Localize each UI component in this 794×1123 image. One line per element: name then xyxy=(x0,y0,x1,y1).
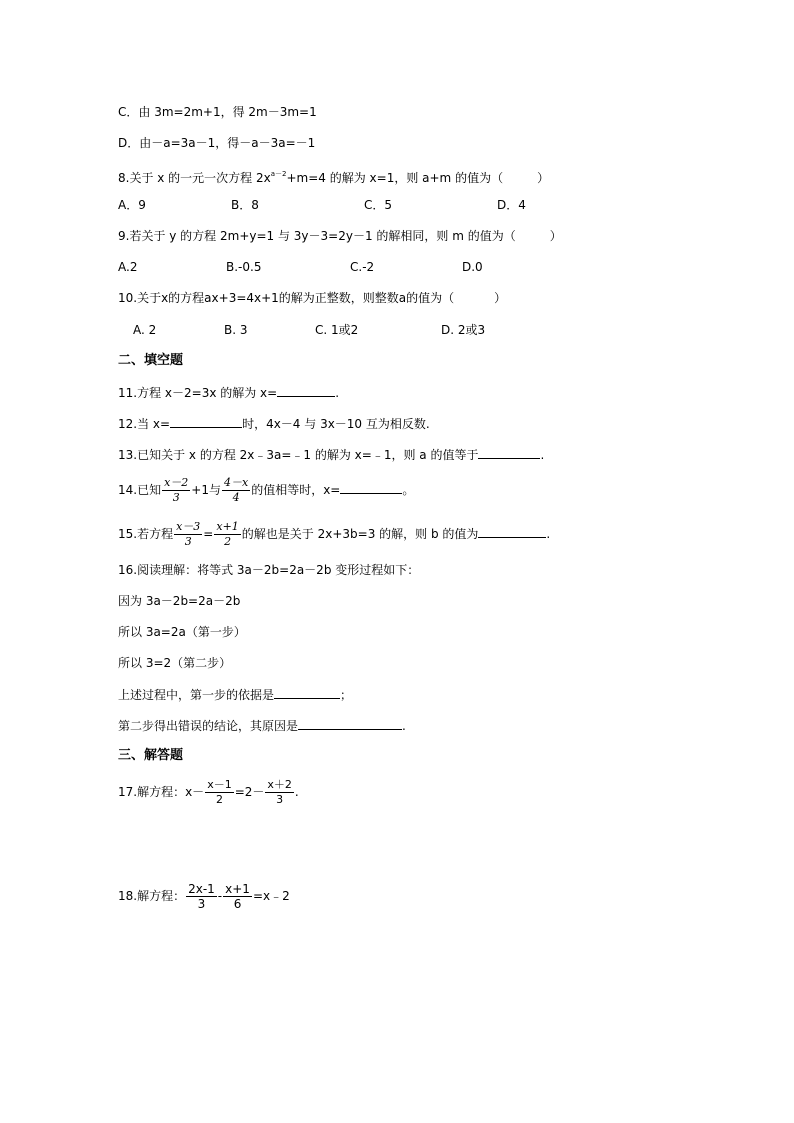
q15-fraction-1-numerator: x－3 xyxy=(176,520,201,533)
q18-minus: - xyxy=(217,889,223,903)
q13-pre: 13.已知关于 x 的方程 2x﹣3a=﹣1 的解为 x=﹣1，则 a 的值等于 xyxy=(118,448,479,462)
q10-stem xyxy=(118,290,506,306)
q14-fraction-2 xyxy=(222,476,250,505)
q17-fraction-2-numerator: x＋2 xyxy=(267,778,292,791)
q7-option-d: D．由－a=3a－1，得－a－3a=－1 xyxy=(118,136,316,150)
q9-option-b: B.-0.5 xyxy=(226,260,262,274)
q8-option-d: D．4 xyxy=(497,198,526,212)
q12-answer-blank[interactable] xyxy=(170,415,242,428)
q17-fraction-1-denominator: 2 xyxy=(215,793,223,806)
q17-fraction-2-denominator: 3 xyxy=(276,793,284,806)
q8-option-c: C．5 xyxy=(364,198,393,212)
q18-fraction-1 xyxy=(186,882,217,911)
q14-answer-blank[interactable] xyxy=(340,481,402,494)
q9-stem xyxy=(118,228,562,244)
q15-fraction-1 xyxy=(174,520,202,549)
q14-fraction-1-numerator: x－2 xyxy=(164,476,189,489)
q17-mid: =2－ xyxy=(234,785,265,799)
q15-fraction-1-denominator: 3 xyxy=(184,535,192,548)
q16-line-1: 16.阅读理解：将等式 3a－2b=2a－2b 变形过程如下： xyxy=(118,563,420,577)
q11-post: . xyxy=(335,386,340,400)
q11-pre: 11.方程 x－2=3x 的解为 x= xyxy=(118,386,278,400)
q10-option-c: C. 1或2 xyxy=(315,323,359,337)
q8-exponent: a－2 xyxy=(270,170,287,178)
q14-mid-2: 的值相等时，x= xyxy=(251,483,341,497)
q16-line-2: 因为 3a－2b=2a－2b xyxy=(118,594,241,608)
q7-option-c: C．由 3m=2m+1，得 2m－3m=1 xyxy=(118,105,317,119)
q14-fraction-2-denominator: 4 xyxy=(232,491,240,504)
q8-stem-pre: 8.关于 x 的一元一次方程 2x xyxy=(118,171,271,185)
q14-post: 。 xyxy=(402,483,415,497)
q9-option-a: A.2 xyxy=(118,260,138,274)
section-fill-in-title: 二、填空题 xyxy=(118,353,184,368)
q11 xyxy=(118,384,339,401)
q9-option-c: C.-2 xyxy=(350,260,375,274)
q16-line-6-pre: 第二步得出错误的结论，其原因是 xyxy=(118,719,299,733)
q13 xyxy=(118,446,544,463)
q16-line-5-pre: 上述过程中，第一步的依据是 xyxy=(118,688,275,702)
q9-option-d: D.0 xyxy=(462,260,483,274)
q17-fraction-1-numerator: x－1 xyxy=(207,778,232,791)
q16-line-3: 所以 3a=2a（第一步） xyxy=(118,625,246,639)
q18-fraction-2-denominator: 6 xyxy=(233,897,242,911)
q12 xyxy=(118,415,430,432)
q14-mid-1: +1与 xyxy=(191,483,221,497)
q15 xyxy=(118,514,550,554)
q17-fraction-2 xyxy=(265,778,294,807)
q16-line-5-post: ； xyxy=(340,688,353,702)
q16-answer-blank-2[interactable] xyxy=(298,717,402,730)
q15-post: . xyxy=(546,527,551,541)
q17 xyxy=(118,772,299,812)
q17-pre: 17.解方程：x－ xyxy=(118,785,205,799)
q16-answer-blank-1[interactable] xyxy=(274,686,340,699)
q16-line-4: 所以 3=2（第二步） xyxy=(118,656,232,670)
q10-option-d: D. 2或3 xyxy=(441,323,486,337)
q17-fraction-1 xyxy=(205,778,234,807)
q9-paren-close: ） xyxy=(549,229,562,243)
q8-paren-close: ） xyxy=(537,171,550,185)
q14-pre: 14.已知 xyxy=(118,483,162,497)
q15-mid: 的解也是关于 2x+3b=3 的解，则 b 的值为 xyxy=(241,527,479,541)
q16-line-5 xyxy=(118,686,352,703)
q18-fraction-1-denominator: 3 xyxy=(197,897,206,911)
q16-line-6-post: . xyxy=(402,719,406,733)
q18-post: =x﹣2 xyxy=(252,889,290,903)
q10-option-b: B. 3 xyxy=(224,323,248,337)
q15-answer-blank[interactable] xyxy=(478,525,546,538)
q15-fraction-2-denominator: 2 xyxy=(224,535,232,548)
q17-post: . xyxy=(294,785,299,799)
q14 xyxy=(118,470,414,510)
q14-fraction-2-numerator: 4－x xyxy=(224,476,249,489)
section-solve-title: 三、解答题 xyxy=(118,748,184,763)
q14-fraction-1 xyxy=(162,476,190,505)
q18-pre: 18.解方程： xyxy=(118,889,186,903)
q14-fraction-1-denominator: 3 xyxy=(172,491,180,504)
q8-option-a: A．9 xyxy=(118,198,146,212)
q8-stem-post: +m=4 的解为 x=1，则 a+m 的值为（ xyxy=(286,171,504,185)
q13-answer-blank[interactable] xyxy=(478,446,540,459)
q9-stem-text: 9.若关于 y 的方程 2m+y=1 与 3y－3=2y－1 的解相同，则 m 的值为（ xyxy=(118,229,516,243)
q10-option-a: A. 2 xyxy=(133,323,157,337)
q18 xyxy=(118,876,290,916)
q12-post: 时，4x－4 与 3x－10 互为相反数. xyxy=(242,417,430,431)
q8-option-b: B．8 xyxy=(231,198,259,212)
q15-fraction-2 xyxy=(214,520,240,549)
q10-stem-text: 10.关于x的方程ax+3=4x+1的解为正整数，则整数a的值为（ xyxy=(118,291,455,305)
q15-pre: 15.若方程 xyxy=(118,527,174,541)
q13-post: . xyxy=(540,448,545,462)
q16-line-6 xyxy=(118,717,406,734)
q10-paren-close: ） xyxy=(494,291,507,305)
q12-pre: 12.当 x= xyxy=(118,417,171,431)
q18-fraction-2 xyxy=(223,882,252,911)
q15-fraction-2-numerator: x+1 xyxy=(216,520,239,533)
q18-fraction-1-numerator: 2x-1 xyxy=(188,882,215,896)
q11-answer-blank[interactable] xyxy=(277,384,335,397)
q15-equals: = xyxy=(203,527,214,541)
q18-fraction-2-numerator: x+1 xyxy=(225,882,250,896)
q8-stem xyxy=(118,166,549,186)
